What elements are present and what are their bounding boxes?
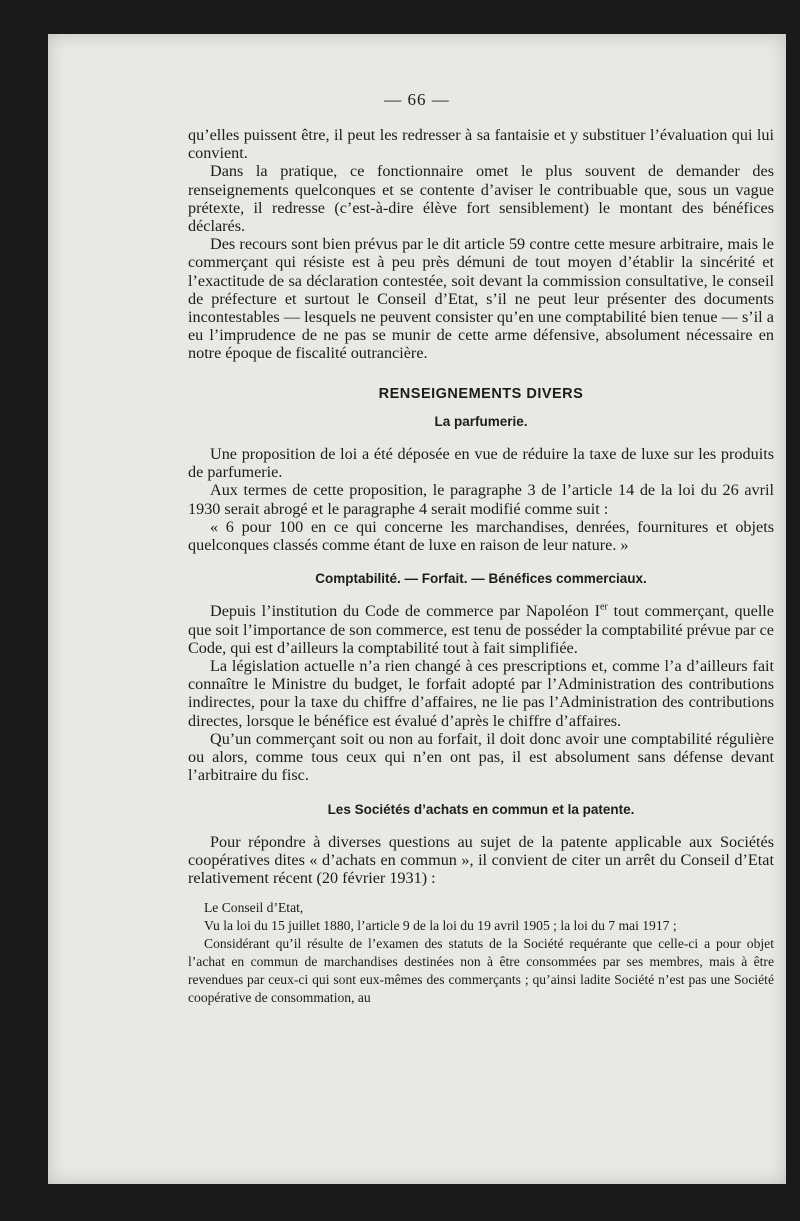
paragraph-text: Pour répondre à diverses questions au sujet de la patente applicable aux Sociétés coopératives dites « d’achats en commun », il convient de citer un arrêt du Conseil d’Etat relativement récent (20 février 1931) : [188, 832, 774, 888]
paragraph-text: Aux termes de cette proposition, le paragraphe 3 de l’article 14 de la loi du 26 avril 1930 serait abrogé et le paragraphe 4 serait modifié comme suit : [188, 481, 774, 518]
subheading-societes: Les Sociétés d’achats en commun et la patente. [327, 801, 635, 817]
paragraph-text: qu’elles puissent être, il peut les redresser à sa fantaisie et y substituer l’évaluation qui lui convient. [188, 126, 774, 163]
section-heading-renseignements: RENSEIGNEMENTS DIVERS [378, 385, 584, 402]
paragraph-text: La législation actuelle n’a rien changé à ces prescriptions et, comme l’a d’ailleurs fait connaître le Ministre du budget, le forfait adopté par l’Administration des contributions indirectes, pour la taxe du chiffre d’affaires, ne lie pas l’Administration des contributions directes, lorsque le bénéfice est évalué d’après le chiffre d’affaires. [188, 657, 774, 730]
paragraph [188, 481, 774, 517]
paragraph [188, 730, 774, 785]
superscript: er [599, 602, 608, 614]
document-page [48, 34, 786, 1184]
paragraph-text: Dans la pratique, ce fonctionnaire omet le plus souvent de demander des renseignements quelconques et se contente d’aviser le contribuable que, sous un vague prétexte, il redresse (c’est-à-dire élève fort sensiblement) le montant des bénéfices déclarés. [188, 162, 774, 236]
paragraph-continuation [188, 126, 774, 162]
paragraph-text: Considérant qu’il résulte de l’examen des statuts de la Société requérante que celle-ci a pour objet l’achat en commun de marchandises destinées non à être consommées par ses membres, mais à être revendues par ceux-ci qui sont eux-mêmes des commerçants ; qu’ainsi ladite Société n’est pas une Société coopérative de consommation, au [188, 936, 774, 1006]
paragraph-text: Vu la loi du 15 juillet 1880, l’article 9 de la loi du 19 avril 1905 ; la loi du 7 mai 1917 ; [204, 918, 677, 934]
paragraph [188, 602, 774, 657]
paragraph [188, 833, 774, 888]
quoted-paragraph [188, 518, 774, 554]
subheading-comptabilite: Comptabilité. — Forfait. — Bénéfices commerciaux. [315, 571, 647, 587]
paragraph-text: Des recours sont bien prévus par le dit article 59 contre cette mesure arbitraire, mais le commerçant qui résiste est à peu près démuni de tout moyen d’établir la sincérité et l’exactitude de sa déclaration contestée, soit devant la commission consultative, le conseil de préfecture et surtout le Conseil d’Etat, s’il ne peut leur présenter des documents incontestables — lesquels ne peuvent consister qu’en une comptabilité bien tenue — s’il a eu l’imprudence de ne pas se munir de cette arme défensive, absolument nécessaire en notre époque de fiscalité outrancière. [188, 235, 774, 363]
paragraph [188, 162, 774, 235]
paragraph-text: Depuis l’institution du Code de commerce par Napoléon I [210, 602, 600, 621]
subheading-parfumerie: La parfumerie. [434, 413, 528, 429]
decree-line [188, 935, 774, 1007]
decree-line [188, 899, 774, 917]
paragraph-text: tout commerçant, quelle que soit l’importance de son commerce, est tenu de posséder la comptabilité prévue par ce Code, qui est d’ailleurs la comptabilité tout à fait simplifiée. [188, 602, 774, 657]
decree-excerpt [188, 899, 774, 1007]
paragraph [188, 657, 774, 730]
paragraph-text: Le Conseil d’Etat, [204, 900, 304, 916]
paragraph [188, 445, 774, 481]
decree-line [188, 917, 774, 935]
page-body [188, 126, 774, 1007]
paragraph-text: Une proposition de loi a été déposée en vue de réduire la taxe de luxe sur les produits de parfumerie. [188, 445, 774, 482]
page-number: — 66 — [384, 90, 450, 109]
paragraph [188, 235, 774, 362]
paragraph-text: Qu’un commerçant soit ou non au forfait, il doit donc avoir une comptabilité régulière ou alors, comme tous ceux qui n’en ont pas, il est absolument sans défense devant l’arbitraire du fisc. [188, 729, 774, 785]
paragraph-text: « 6 pour 100 en ce qui concerne les marchandises, denrées, fournitures et objets quelconques classés comme étant de luxe en raison de leur nature. » [188, 517, 774, 555]
